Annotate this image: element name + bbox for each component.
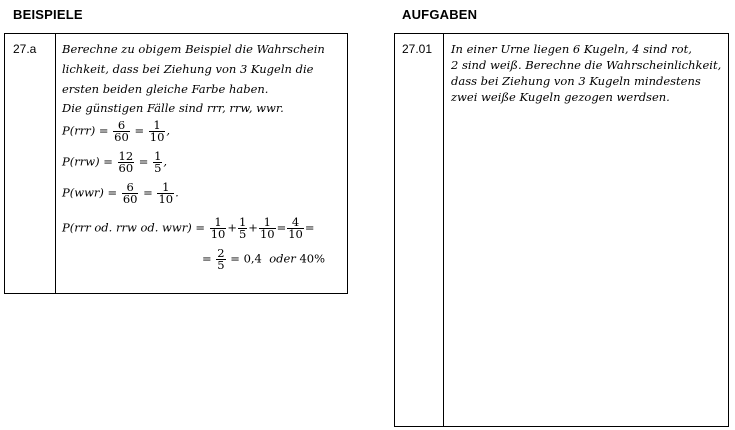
numerator: 1 — [259, 217, 276, 229]
equation-p-sum — [62, 217, 315, 240]
task-text-line: 2 sind weiß. Berechne die Wahrscheinlichkeit, — [451, 58, 722, 72]
numerator: 4 — [287, 217, 304, 229]
example-text-line: ersten beiden gleiche Farbe haben. — [62, 82, 269, 96]
numerator: 2 — [217, 246, 225, 260]
task-box — [394, 33, 729, 427]
example-text-line: Berechne zu obigem Beispiel die Wahrschein — [62, 42, 325, 56]
equals-sign: = — [202, 251, 212, 266]
result-value: = 0,4 — [230, 251, 262, 266]
task-number-column — [395, 34, 444, 426]
fraction — [238, 217, 247, 240]
fraction — [118, 151, 135, 174]
equation-p-rrw — [62, 151, 167, 174]
fraction — [122, 182, 139, 205]
example-number: 27.a — [13, 42, 37, 56]
equation-lhs: P(rrr) = — [62, 123, 109, 138]
example-text-line: lichkeit, dass bei Ziehung von 3 Kugeln die — [62, 62, 314, 76]
numerator: 6 — [122, 182, 139, 194]
denominator: 60 — [122, 192, 138, 206]
numerator: 1 — [149, 120, 166, 132]
equals-sign: = — [134, 123, 145, 138]
equation-lhs: P(rrw) = — [62, 154, 113, 169]
denominator: 5 — [238, 227, 247, 241]
denominator: 5 — [154, 161, 162, 175]
fraction — [259, 217, 276, 240]
task-text-line: In einer Urne liegen 6 Kugeln, 4 sind rot, — [451, 42, 692, 56]
fraction — [216, 248, 225, 271]
equals-sign: = — [143, 185, 153, 200]
numerator: 6 — [113, 120, 130, 132]
equation-result — [202, 248, 325, 271]
denominator: 5 — [217, 258, 225, 272]
aufgaben-heading: AUFGABEN — [402, 7, 478, 22]
equals-sign: = — [138, 154, 149, 169]
fraction — [210, 217, 227, 240]
oder-word: oder — [269, 251, 296, 266]
numerator: 1 — [157, 182, 174, 194]
task-number: 27.01 — [402, 42, 433, 56]
example-number-column — [5, 34, 56, 293]
example-text-line: Die günstigen Fälle sind rrr, rrw, wwr. — [62, 101, 284, 115]
equation-p-wwr — [62, 182, 179, 205]
beispiele-heading: BEISPIELE — [13, 7, 83, 22]
fraction — [287, 217, 304, 240]
percent-value: 40% — [299, 251, 325, 266]
plus-sign: + — [248, 220, 258, 235]
punctuation: , — [166, 123, 171, 138]
denominator: 10 — [158, 192, 174, 206]
punctuation: , — [163, 154, 168, 169]
numerator: 12 — [118, 149, 134, 163]
denominator: 10 — [149, 130, 165, 144]
fraction — [153, 151, 162, 174]
numerator: 1 — [154, 149, 162, 163]
fraction — [157, 182, 174, 205]
task-text-line: zwei weiße Kugeln gezogen werdsen. — [451, 90, 670, 104]
equals-sign: = — [304, 220, 315, 235]
numerator: 1 — [238, 215, 247, 229]
equals-sign: = — [276, 220, 287, 235]
punctuation: . — [175, 185, 179, 200]
task-text-line: dass bei Ziehung von 3 Kugeln mindestens — [451, 74, 701, 88]
denominator: 60 — [118, 161, 134, 175]
numerator: 1 — [210, 217, 227, 229]
equation-p-rrr — [62, 120, 170, 143]
denominator: 60 — [114, 130, 129, 144]
equation-lhs: P(wwr) = — [62, 185, 118, 200]
plus-sign: + — [227, 220, 237, 235]
fraction — [149, 120, 166, 143]
denominator: 10 — [210, 227, 226, 241]
denominator: 10 — [259, 227, 275, 241]
example-box — [4, 33, 348, 294]
fraction — [113, 120, 130, 143]
equation-lhs: P(rrr od. rrw od. wwr) = — [62, 220, 206, 235]
denominator: 10 — [288, 227, 303, 241]
